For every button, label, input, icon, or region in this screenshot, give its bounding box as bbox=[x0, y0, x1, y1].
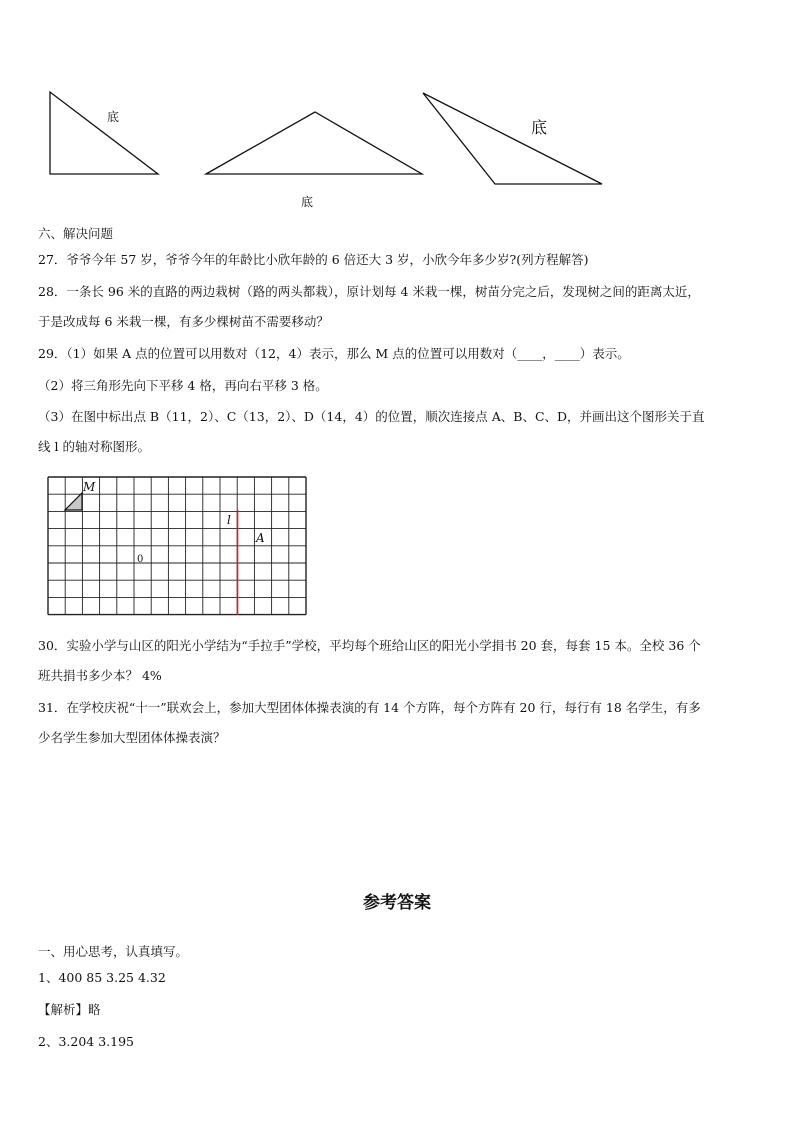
question-28-line1: 28．一条长 96 米的直路的两边栽树（路的两头都栽），原计划每 4 米栽一棵，树苗分完之后，发现树之间的距离太近， bbox=[38, 284, 700, 299]
triangles-figure bbox=[0, 80, 794, 215]
answer-1-analysis: 【解析】略 bbox=[38, 1002, 101, 1017]
question-28-line2: 于是改成每 6 米栽一棵，有多少棵树苗不需要移动？ bbox=[38, 314, 329, 329]
base-label-1: 底 bbox=[107, 110, 120, 124]
question-29-part3-line1: （3）在图中标出点 B（11，2）、C（13，2）、D（14，4）的位置，顺次连接点 A、B、C、D，并画出这个图形关于直 bbox=[38, 409, 705, 424]
right-triangle bbox=[50, 92, 158, 174]
question-31-line1: 31．在学校庆祝“十一”联欢会上，参加大型团体体操表演的有 14 个方阵，每个方阵有 20 行，每行有 18 名学生，有多 bbox=[38, 700, 701, 715]
shaded-triangle bbox=[65, 493, 82, 510]
question-27: 27．爷爷今年 57 岁，爷爷今年的年龄比小欣年龄的 6 倍还大 3 岁，小欣今年多少岁?(列方程解答) bbox=[38, 252, 589, 267]
question-31-line2: 少名学生参加大型团体体操表演？ bbox=[38, 730, 226, 745]
isosceles-triangle bbox=[206, 112, 422, 174]
label-l: l bbox=[227, 513, 231, 527]
question-29-part3-line2: 线 l 的轴对称图形。 bbox=[38, 439, 150, 454]
answers-title: 参考答案 bbox=[363, 893, 431, 913]
question-30-line2: 班共捐书多少本？ 4% bbox=[38, 668, 162, 683]
grid-lines bbox=[48, 477, 306, 615]
obtuse-triangle bbox=[423, 93, 602, 184]
answer-1: 1、400 85 3.25 4.32 bbox=[38, 970, 166, 985]
section-title: 六、解决问题 bbox=[38, 226, 114, 241]
answer-2: 2、3.204 3.195 bbox=[38, 1034, 134, 1049]
answers-section-1: 一、用心思考，认真填写。 bbox=[38, 944, 189, 959]
base-label-3: 底 bbox=[531, 118, 548, 137]
question-30-line1: 30．实验小学与山区的阳光小学结为“手拉手”学校，平均每个班给山区的阳光小学捐书 20 套，每套 15 本。全校 36 个 bbox=[38, 638, 701, 653]
question-29-part2: （2）将三角形先向下平移 4 格，再向右平移 3 格。 bbox=[38, 378, 328, 393]
label-m: M bbox=[83, 480, 96, 494]
coordinate-grid bbox=[40, 470, 320, 622]
label-origin: 0 bbox=[137, 554, 144, 565]
label-a: A bbox=[256, 531, 265, 545]
base-label-2: 底 bbox=[301, 195, 314, 209]
question-29-part1: 29．（1）如果 A 点的位置可以用数对（12，4）表示，那么 M 点的位置可以用数对（____，____）表示。 bbox=[38, 346, 630, 361]
